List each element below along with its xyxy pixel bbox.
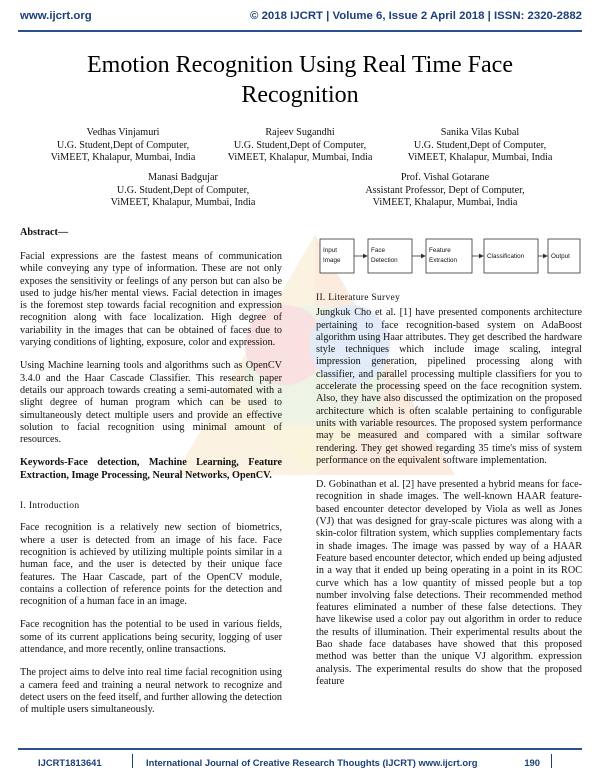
intro-paragraph: Face recognition has the potential to be used in various fields, some of its current applications being security, logging of user attendance, and more recently, online transactions. bbox=[20, 619, 282, 656]
author-affiliation: Assistant Professor, Dept of Computer, bbox=[365, 184, 525, 196]
right-column bbox=[316, 292, 582, 688]
section-heading-introduction: I. Introduction bbox=[20, 501, 80, 512]
journal-info: © 2018 IJCRT | Volume 6, Issue 2 April 2018 | ISSN: 2320-2882 bbox=[250, 10, 582, 22]
diagram-label: Input bbox=[323, 247, 338, 254]
intro-paragraph: The project aims to delve into real time facial recognition using a camera feed and training a neural network to recognize and detect users on the feed itself, and further allowing the detection of multiple users simultaneously. bbox=[20, 667, 282, 716]
paper-title: Emotion Recognition Using Real Time Face Recognition bbox=[87, 52, 513, 108]
author-affiliation: U.G. Student,Dept of Computer, bbox=[233, 139, 367, 151]
author-block bbox=[205, 127, 395, 165]
literature-paragraph: D. Gobinathan et al. [2] have presented a hybrid means for face-recognition in shade images. The well-known HAAR feature-based encounter detector developed by Viola as well as Jones (VJ) that was designed for gray-scale pictures was along with a skin-color filtration system, which supplies complementary facts in shade images. The image was passed by way of a HAAR Feature based encounter detector, which ended up being adjusted in a way that it ended up being operating in a point in its ROC curve which has a low quantity of missed people but a top number involving false detections. Their recommended method features eliminated a number of these false detections. They have likewise used a color pay out algorithm in order to reduce the results of illumination. Their experimental results about the Bao shade face databases have showed that this proposed method was better than the unique VJ algorithm. expression analysis. The experimental results do show that the proposed feature bbox=[316, 479, 582, 687]
author-name: Rajeev Sugandhi bbox=[265, 127, 335, 138]
page-number: 190 bbox=[524, 757, 540, 768]
left-column bbox=[20, 251, 282, 717]
author-block bbox=[385, 127, 575, 165]
abstract-paragraph: Using Machine learning tools and algorithms such as OpenCV 3.4.0 and the Haar Cascade Classifier. This research paper details our approach towards creating a semi-automated with a slight degree of human program which can be used to simultaneously detect multiple users and provide an effective solution to facial recognition using minimal amount of resources. bbox=[20, 360, 282, 446]
author-name: Prof. Vishal Gotarane bbox=[400, 172, 490, 183]
diagram-label: Output bbox=[551, 253, 570, 260]
keywords: Keywords-Face detection, Machine Learning, Feature Extraction, Image Processing, Neural Networks, OpenCV. bbox=[20, 457, 282, 481]
diagram-box bbox=[426, 239, 472, 273]
diagram-label: Classification bbox=[487, 253, 525, 260]
header-rule bbox=[18, 30, 582, 32]
author-name: Manasi Badgujar bbox=[148, 172, 218, 183]
diagram-label: Face bbox=[371, 247, 385, 254]
author-location: ViMEET, Khalapur, Mumbai, India bbox=[50, 152, 196, 164]
author-block bbox=[88, 172, 278, 210]
author-affiliation: U.G. Student,Dept of Computer, bbox=[116, 184, 250, 196]
footer-divider bbox=[132, 754, 133, 768]
author-location: ViMEET, Khalapur, Mumbai, India bbox=[227, 152, 373, 164]
footer-divider bbox=[551, 754, 552, 768]
author-location: ViMEET, Khalapur, Mumbai, India bbox=[372, 197, 518, 209]
author-block bbox=[28, 127, 218, 165]
paper-id: IJCRT1813641 bbox=[38, 757, 102, 768]
literature-paragraph: Jungkuk Cho et al. [1] have presented components architecture pertaining to face recognition-based system on AdaBoost algorithm using Haar attributes. They get described the hardware style techniques which include image scaling, integral impression generation, pipelined processing along with classifier, and parallel processing multiple classifiers for you to accelerate the processing speed on the face recognition system. Also, they have also discussed the optimization on the proposed architecture which is often scalable pertaining to configurable units with variable resources. The proposed system performance may be measured and compared with a similar software rendering. They get showed regarding 35 time's miss of system performance on the equivalent software implementation. bbox=[316, 307, 582, 466]
author-affiliation: U.G. Student,Dept of Computer, bbox=[413, 139, 547, 151]
diagram-box bbox=[368, 239, 412, 273]
pipeline-diagram bbox=[318, 227, 582, 285]
author-location: ViMEET, Khalapur, Mumbai, India bbox=[407, 152, 553, 164]
intro-paragraph: Face recognition is a relatively new section of biometrics, where a user is detected from an image of his face. Face recognition is achieved by utilizing multiple points similar in a human face, and the user is detected by their unique face features. The Haar Cascade, part of the OpenCV module, contains a collection of reference points for the detection and recognition of a human face in an image. bbox=[20, 522, 282, 608]
diagram-label: Extraction bbox=[429, 257, 457, 264]
author-block bbox=[345, 172, 545, 210]
page-footer bbox=[18, 748, 582, 772]
abstract-paragraph: Facial expressions are the fastest means of communication while conveying any type of information. These are not only exposes the sensitivity or feelings of any person but can also be used to judge his/her mental views. Facial detection in images is the foremost step towards facial recognition and expression recognition along with face localization. High degree of variability in the images that can be obtained of faces due to varying conditions of lighting, exposure, color and expression. bbox=[20, 251, 282, 349]
diagram-label: Detection bbox=[371, 257, 398, 264]
diagram-label: Image bbox=[323, 257, 341, 264]
author-name: Vedhas Vinjamuri bbox=[86, 127, 160, 138]
page-header bbox=[20, 10, 582, 30]
journal-name: International Journal of Creative Research Thoughts (IJCRT) www.ijcrt.org bbox=[146, 757, 478, 768]
author-location: ViMEET, Khalapur, Mumbai, India bbox=[110, 197, 256, 209]
website-link[interactable]: www.ijcrt.org bbox=[20, 10, 92, 22]
diagram-label: Feature bbox=[429, 247, 451, 254]
diagram-box bbox=[320, 239, 354, 273]
abstract-heading: Abstract— bbox=[20, 227, 69, 238]
author-affiliation: U.G. Student,Dept of Computer, bbox=[56, 139, 190, 151]
section-heading-literature: II. Literature Survey bbox=[316, 293, 401, 303]
author-name: Sanika Vilas Kubal bbox=[440, 127, 520, 138]
